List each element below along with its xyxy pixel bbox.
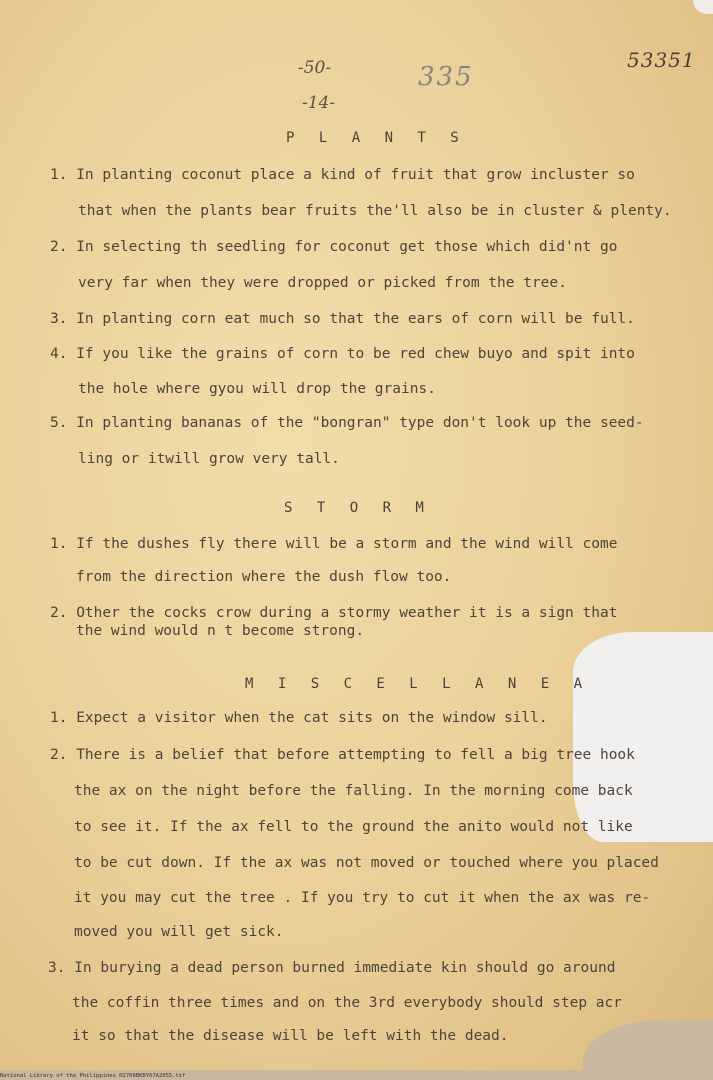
misc-line: to be cut down. If the ax was not moved or touched where you placed — [74, 855, 659, 871]
storm-line: the wind would n t become strong. — [76, 623, 365, 639]
misc-line: 2. There is a belief that before attempting to fell a big tree hook — [50, 747, 635, 763]
misc-line: moved you will get sick. — [74, 924, 284, 940]
storm-line: from the direction where the dush flow too. — [76, 569, 452, 585]
misc-line: the coffin three times and on the 3rd everybody should step acr — [72, 995, 622, 1011]
plants-line: ling or itwill grow very tall. — [78, 451, 340, 467]
heading-miscellanea: M I S C E L L A N E A — [245, 676, 591, 692]
plants-line: 3. In planting corn eat much so that the ears of corn will be full. — [50, 311, 635, 327]
misc-line: to see it. If the ax fell to the ground the anito would not like — [74, 819, 633, 835]
storm-line: 2. Other the cocks crow during a stormy weather it is a sign that — [50, 605, 618, 621]
misc-line: 3. In burying a dead person burned immediate kin should go around — [48, 960, 616, 976]
scan-footer: National Library of the Philippines H2708BKBY07A2055.tif — [0, 1073, 186, 1079]
page-number-second: -14- — [302, 93, 336, 113]
torn-edge — [573, 632, 713, 842]
heading-plants: P L A N T S — [286, 130, 467, 146]
page-number-typed: -50- — [298, 58, 332, 78]
plants-line: 4. If you like the grains of corn to be red chew buyo and spit into — [50, 346, 635, 362]
plants-line: that when the plants bear fruits the'll also be in cluster & plenty. — [78, 203, 672, 219]
plants-line: 1. In planting coconut place a kind of fruit that grow incluster so — [50, 167, 635, 183]
plants-line: 5. In planting bananas of the "bongran" type don't look up the seed- — [50, 415, 644, 431]
archive-number: 53351 — [627, 48, 696, 72]
plants-line: very far when they were dropped or picked from the tree. — [78, 275, 567, 291]
plants-line: 2. In selecting th seedling for coconut get those which did'nt go — [50, 239, 618, 255]
misc-line: it you may cut the tree . If you try to cut it when the ax was re- — [74, 890, 651, 906]
misc-line: the ax on the night before the falling. In the morning come back — [74, 783, 633, 799]
misc-line: 1. Expect a visitor when the cat sits on the window sill. — [50, 710, 548, 726]
torn-corner — [693, 0, 713, 14]
storm-line: 1. If the dushes fly there will be a storm and the wind will come — [50, 536, 618, 552]
page-number-pencil: 335 — [418, 62, 474, 92]
plants-line: the hole where gyou will drop the grains. — [78, 381, 436, 397]
heading-storm: S T O R M — [284, 500, 432, 516]
misc-line: it so that the disease will be left with the dead. — [72, 1028, 509, 1044]
